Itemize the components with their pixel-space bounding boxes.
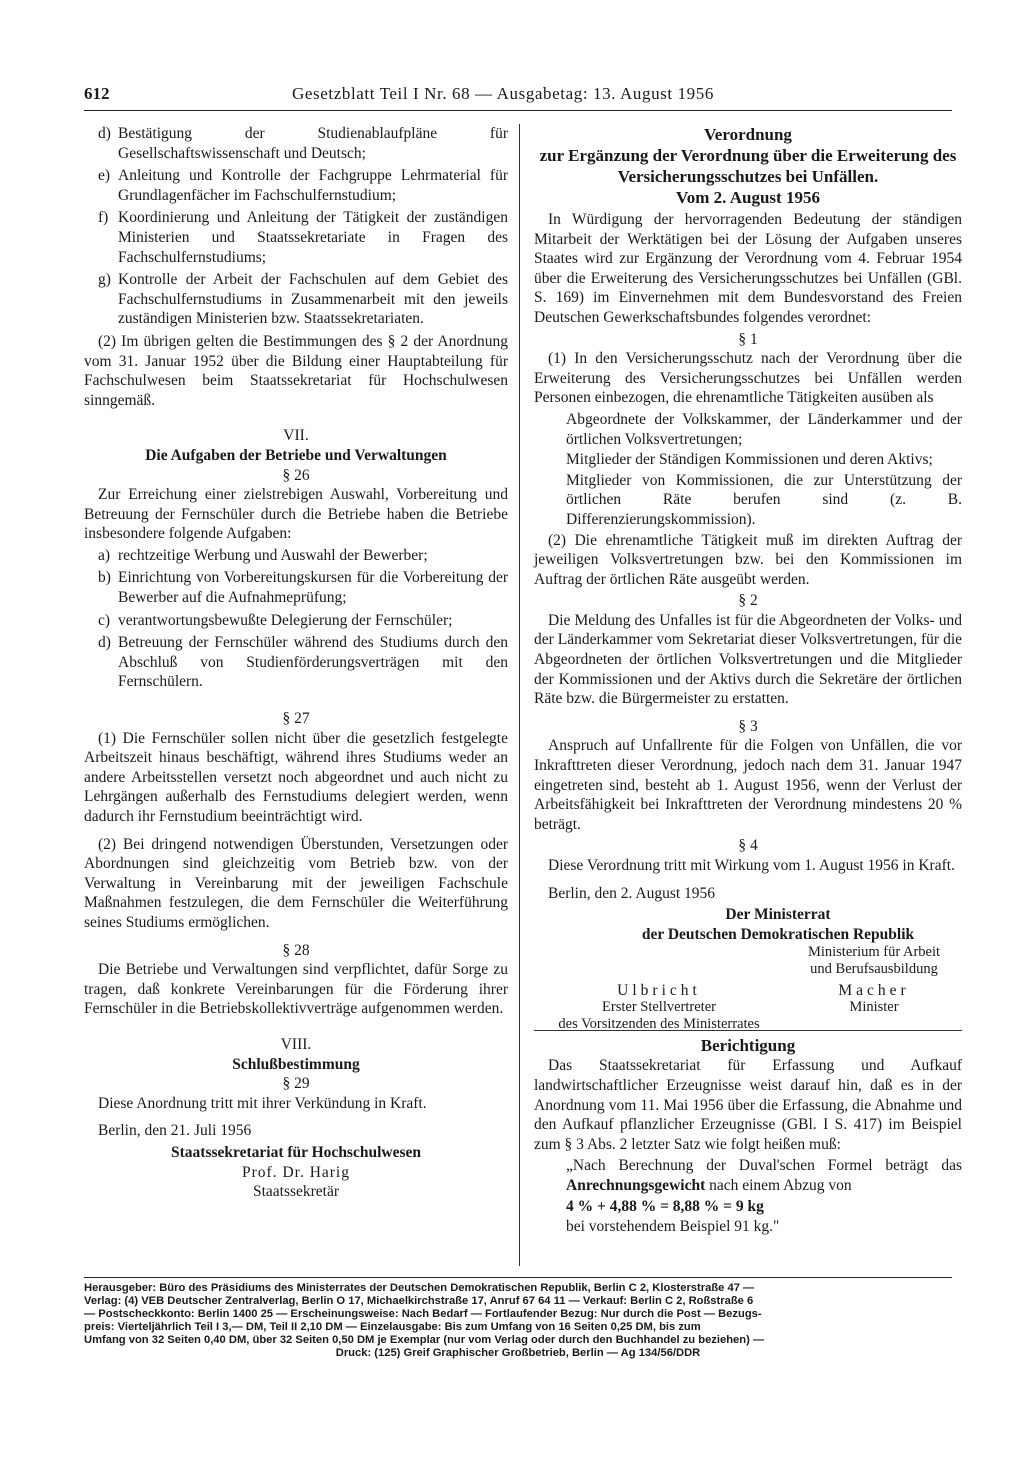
paragraph-sign: § 2 [738,592,758,610]
signature-organization: der Deutschen Demokratischen Republik [641,925,915,943]
paragraph-sign: § 28 [282,941,310,959]
list-item: c) verantwortungsbewußte Delegierung der Fernschüler; [98,611,453,629]
paragraph: (2) Die ehrenamtliche Tätigkeit muß im direkten Auftrag der jeweiligen Volksvertretungen bzw. bei den Kommissionen im Auftrag der örtlichen Räte ausgeübt werden. [534,531,962,588]
signature-role: Staatssekretär [252,1183,340,1201]
signature-organization: Der Ministerrat [725,906,831,924]
paragraph-sign: § 1 [738,330,758,348]
section-heading: Schlußbestimmung [232,1055,360,1073]
paragraph: Zur Erreichung einer zielstrebigen Auswahl, Vorbereitung und Betreuung der Fernschüler durch die Betriebe haben die Betriebe insbesondere folgende Aufgaben: [84,486,508,543]
running-title: Gesetzblatt Teil I Nr. 68 — Ausgabetag: 13. August 1956 [292,84,714,103]
list-item: f) Koordinierung und Anleitung der Tätigkeit der zuständigen Ministerien und Staatssekretariate in Fragen des Fachschulfernstudiums; [98,209,508,266]
right-column [534,124,962,1238]
list-item: a) rechtzeitige Werbung und Auswahl der Bewerber; [98,546,428,564]
list-item: Abgeordnete der Volkskammer, der Länderkammer und der örtlichen Volksvertretungen; [566,410,962,448]
correction-heading: Berichtigung [700,1036,796,1056]
paragraph: (2) Im übrigen gelten die Bestimmungen des § 2 der Anordnung vom 31. Januar 1952 über die Bildung einer Hauptabteilung für Fachschulwesen beim Staatssekretariat für Hochschulwesen sinngemäß. [84,332,508,409]
decree-date: Vom 2. August 1956 [676,188,820,207]
paragraph-sign: § 29 [282,1075,310,1093]
paragraph-sign: § 3 [738,717,758,735]
signature-left: Ulbricht Erster Stellvertreter des Vorsitzenden des Ministerrates [558,982,760,1033]
paragraph: (1) Die Fernschüler sollen nicht über die gesetzlich festgelegte Arbeitszeit hinaus beschäftigt, während ihres Studiums weder an andere Arbeitsstellen versetzt noch abgeordnet und auch nicht zu Lehrgängen außerhalb des Fernstudiums delegiert werden, wenn dadurch ihr Fernstudium beeinträchtigt wird. [84,729,508,825]
signature-ministry: Ministerium für Arbeit und Berufsausbildung [807,944,941,978]
page-header [84,84,952,110]
decree-title: Verordnung [704,125,792,144]
formula: 4 % + 4,88 % = 8,88 % = 9 kg [566,1197,764,1215]
list-item: g) Kontrolle der Arbeit der Fachschulen auf dem Gebiet des Fachschulfernstudiums in Zusammenarbeit mit den jeweils zuständigen Ministerien bzw. Staatssekretariaten. [98,271,508,328]
paragraph: Anspruch auf Unfallrente für die Folgen von Unfällen, die vor Inkrafttreten dieser Verordnung, jedoch nach dem 31. Januar 1947 eingetreten sind, besteht ab 1. August 1956, wenn der Verlust der Arbeitsfähigkeit bei Inkrafttreten der Verordnung mindestens 20 % beträgt. [534,737,962,833]
imprint: Herausgeber: Büro des Präsidiums des Ministerrates der Deutschen Demokratischen Republik, Berlin C 2, Klosterstraße 47 — Verlag: (4) VEB Deutscher Zentralverlag, Berlin O 17, Michaelkirchstraße 17, Anruf 67 64 11 — Verkauf: Berlin C 2, Roßstraße 6 — Postscheckkonto: Berlin 1400 25 — Erscheinungsweise: Nach Bedarf — Fortlaufender Bezug: Nur durch die Post — Bezugs- preis: Vierteljährlich Teil I 3,— DM, Teil II 2,10 DM — Einzelausgabe: Bis zum Umfang von 16 Seiten 0,25 DM, bis zum Umfang von 32 Seiten 0,40 DM, über 32 Seiten 0,50 DM je Exemplar (nur vom Verlag oder durch den Buchhandel zu beziehen) — Druck: (125) Greif Graphischer Großbetrieb, Berlin — Ag 134/56/DDR [84,1282,765,1359]
footer-rule [84,1277,952,1278]
list-item: d) Bestätigung der Studienablaufpläne für Gesellschaftswissenschaft und Deutsch; [98,125,508,162]
paragraph: Diese Anordnung tritt mit ihrer Verkündung in Kraft. [98,1094,427,1112]
column-divider [519,124,520,1266]
list-item: b) Einrichtung von Vorbereitungskursen für die Vorbereitung der Bewerber auf die Aufnahmeprüfung; [98,569,508,607]
quote: „Nach Berechnung der Duval'schen Formel beträgt das Anrechnungsgewicht nach einem Abzug von [566,1157,962,1194]
signature-block [534,944,962,1033]
paragraph: (2) Bei dringend notwendigen Überstunden, Versetzungen oder Abordnungen sind gleichzeitig vom Betrieb bzw. von der Verwaltung in Vereinbarung mit der jeweiligen Fachschule Maßnahmen festzulegen, die dem Fernschüler die Weiterführung seines Studiums ermöglichen. [84,835,508,931]
list-item: e) Anleitung und Kontrolle der Fachgruppe Lehrmaterial für Grundlagenfächer im Fachschulfernstudium; [98,167,508,204]
signature-right: Macher Minister [838,982,910,1016]
preamble: In Würdigung der hervorragenden Bedeutung der ständigen Mitarbeit der Werktätigen bei der Lösung der Aufgaben unseres Staates wird zur Ergänzung der Verordnung vom 4. Februar 1954 über die Erweiterung des Versicherungsschutzes bei Unfällen (GBl. S. 169) im Einvernehmen mit dem Bundesvorstand des Freien Deutschen Gewerkschaftsbundes folgendes verordnet: [534,211,962,326]
paragraph: (1) In den Versicherungsschutz nach der Verordnung über die Erweiterung des Versicherungsschutzes bei Unfällen werden Personen einbezogen, die ehrenamtliche Tätigkeiten ausüben als [534,350,962,407]
paragraph: Die Betriebe und Verwaltungen sind verpflichtet, dafür Sorge zu tragen, daß konkrete Vereinbarungen für die Förderung ihrer Fernschüler in die Betriebskollektivverträge aufgenommen werden. [84,961,508,1018]
quote-end: bei vorstehendem Beispiel 91 kg." [566,1218,780,1236]
left-column [84,124,508,1202]
signature-name: Prof. Dr. Harig [242,1163,350,1181]
decree-subtitle: zur Ergänzung der Verordnung über die Erweiterung des Versicherungsschutzes bei Unfällen. [539,146,957,186]
list-item: Mitglieder der Ständigen Kommissionen und deren Aktivs; [566,451,933,469]
section-heading: Die Aufgaben der Betriebe und Verwaltungen [145,446,447,464]
list-item: d) Betreuung der Fernschüler während des Studiums durch den Abschluß von Studienförderungsverträgen mit den Fernschülern. [98,634,508,691]
section-number: VIII. [280,1035,312,1053]
paragraph: Das Staatssekretariat für Erfassung und Aufkauf landwirtschaftlicher Erzeugnisse weist darauf hin, daß es in der Anordnung vom 11. Mai 1956 über die Erfassung, die Abnahme und den Aufkauf pflanzlicher Erzeugnisse (GBl. I S. 417) im Beispiel zum § 3 Abs. 2 letzter Satz wie folgt heißen muß: [534,1057,962,1153]
place-date: Berlin, den 21. Juli 1956 [98,1122,252,1140]
list-item: Mitglieder von Kommissionen, die zur Unterstützung der örtlichen Räte berufen sind (z. B. Differenzierungskommission). [566,471,962,528]
section-number: VII. [283,427,309,445]
paragraph-sign: § 27 [282,710,310,728]
signature-organization: Staatssekretariat für Hochschulwesen [171,1143,421,1161]
header-rule [84,110,952,111]
paragraph-sign: § 26 [282,466,310,484]
page-number: 612 [84,84,110,103]
paragraph: Die Meldung des Unfalles ist für die Abgeordneten der Volks- und der Länderkammer vom Sekretariat dieser Volksvertretungen, für die Abgeordneten der örtlichen Volksvertretungen und die Mitglieder der Kommissionen und der Aktivs durch die Sekretäre der örtlichen Räte bzw. die Bürgermeister zu erstatten. [534,611,962,708]
paragraph: Diese Verordnung tritt mit Wirkung vom 1. August 1956 in Kraft. [548,857,955,874]
paragraph-sign: § 4 [738,837,758,855]
place-date: Berlin, den 2. August 1956 [548,884,716,902]
